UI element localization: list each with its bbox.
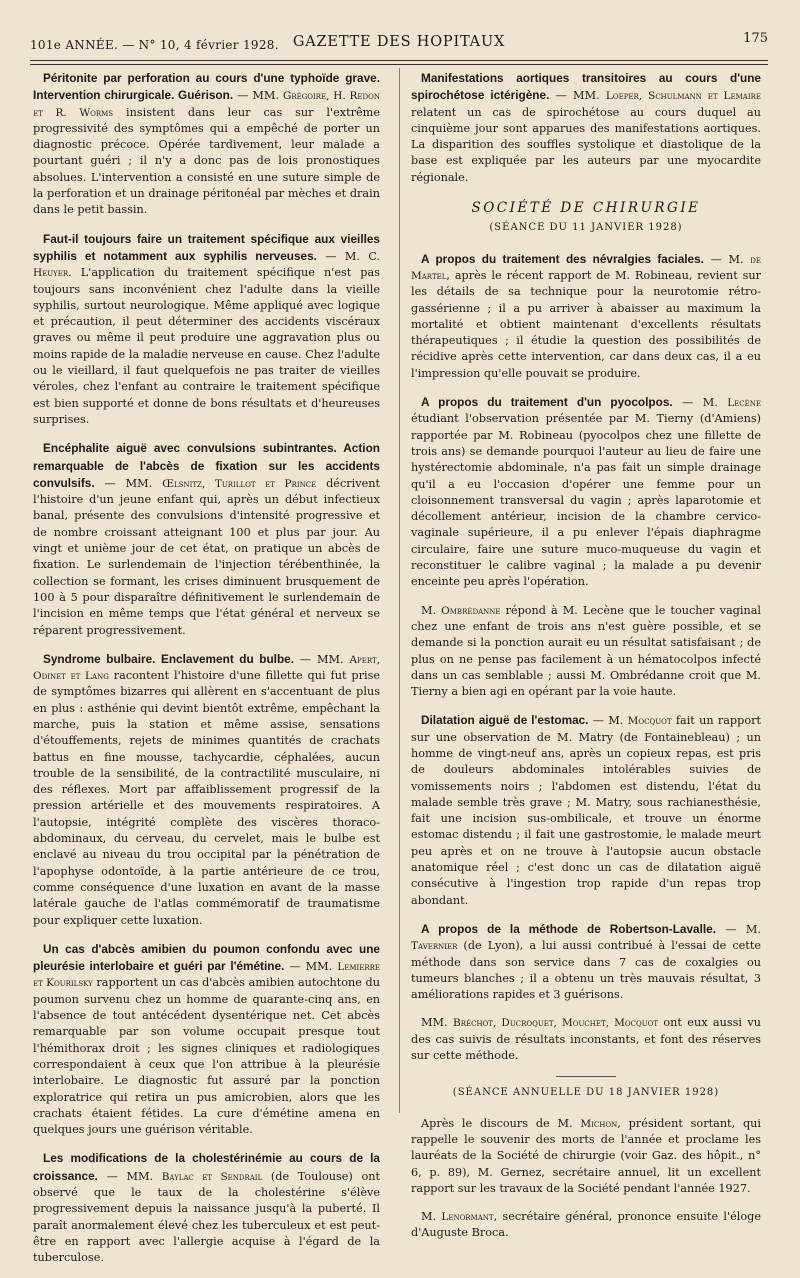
- article-authors: Ombrédanne: [441, 604, 501, 617]
- article-authors: Bréchot, Ducroquet, Mouchet, Mocquot: [453, 1017, 659, 1030]
- article-body: étudiant l'observation présentée par M. Tierny (d'Amiens) rapportée par M. Robineau (pyocolpos chez une fillette de trois ans) se demande pourquoi l'auteur au lieu de faire une hystérectomie abdominale, n'a pas fait un simple drainage qu'il a eu l'occasion d'opérer une femme pour un cloisonnement transversal du vagin ; après laparotomie et décollement antérieur, incision de la chambre cervico-vaginale supérieure, il a pu enlever l'épais diaphragme circulaire, faire une suture muco-muqueuse du vagin et reconstituer le calibre vaginal ; la malade a pu devenir enceinte peu après l'opération.: [411, 412, 761, 589]
- article-body: (de Lyon), a lui aussi contribué à l'essai de cette méthode dans son service dans 7 cas de coxalgies ou tumeurs blanches ; il a obtenu un très mauvais résultat, 3 améliorations rapides et 3 guérisons.: [411, 939, 761, 1002]
- article: [411, 921, 761, 1003]
- article: [411, 603, 761, 701]
- article-text: — M. C.: [316, 249, 381, 263]
- article-body: , président sortant, qui rappelle le souvenir des morts de l'année et proclame les lauréats de la Société de chirurgie (voir Gaz. des hôpit., n° 6, p. 89), M. Gernez, secrétaire annuel, lit un excellent rapport sur les travaux de la Société pendant l'année 1927.: [411, 1116, 762, 1195]
- article-authors: Lenormant: [441, 1211, 494, 1224]
- article-title: Les modifications de la cholestérinémie au cours de la croissance.: [33, 1151, 380, 1183]
- article-title: Faut-il toujours faire un traitement spécifique aux vieilles syphilis et notamment aux syphilis nerveuses.: [33, 231, 380, 263]
- article-authors: Tavernier: [411, 940, 458, 953]
- journal-title: GAZETTE DES HOPITAUX: [292, 34, 506, 50]
- article-text: — M.: [715, 922, 761, 936]
- article: [33, 231, 380, 429]
- article-title: Un cas d'abcès amibien du poumon confondu avec une pleurésie interlobaire et guéri par l'émétine.: [33, 941, 380, 974]
- article-text: — MM.: [294, 652, 350, 666]
- section-rule: [556, 1076, 616, 1077]
- article-authors: de Martel: [411, 253, 762, 282]
- article-body: . L'application du traitement spécifique n'est pas toujours sans inconvénient chez l'adulte dans la vieille syphilis, surtout neurologique. Même appliqué avec logique et précaution, il peut déterminer des accidents viscéraux graves ou même il peut produire une aggravation plus ou moins rapide de la maladie nerveuse en cause. Chez l'adulte ou le vieillard, il faut quelquefois ne pas traiter de vieilles véroles, chez l'enfant au contraire le traitement spécifique est bien supporté et donne de bons résultats et d'heureuses surprises.: [33, 266, 380, 426]
- article-authors: Loeper, Schulmann et Lemaire: [605, 90, 761, 103]
- article-body: relatent un cas de spirochétose au cours duquel au cinquième jour sont apparues des manifestations aortiques. La disparition des souffles systolique et diastolique de la base est expliquée par les auteurs par une myocardite régionale.: [411, 105, 761, 184]
- page-number: 175: [743, 31, 768, 46]
- society-reports: [411, 251, 761, 1065]
- article-authors: Apert, Odinet et Lang: [33, 653, 381, 683]
- article-body: , après le récent rapport de M. Robineau, revient sur les détails de sa technique pour la neurotomie rétro-gassérienne ; il a pu arriver à abaisser au maximum la mortalité et obtient maintenant d'excellents résultats thérapeutiques ; il étudie la question des possibilités de récidive après cette intervention, car dans deux cas, il a eu l'impression qu'elle pouvait se produire.: [411, 268, 761, 380]
- article-text: — MM.: [233, 89, 283, 103]
- article: [411, 1209, 761, 1242]
- article-authors: Lecène: [727, 397, 761, 410]
- article-title: Dilatation aiguë de l'estomac.: [421, 713, 589, 728]
- article-text: — M.: [588, 714, 628, 728]
- article-text: — M.: [672, 396, 728, 410]
- article: [33, 1150, 380, 1266]
- seance-date: (SÉANCE DU 11 JANVIER 1928): [489, 222, 683, 234]
- article-body: , secrétaire général, prononce ensuite l'éloge d'Auguste Broca.: [411, 1210, 761, 1240]
- article-title: A propos du traitement d'un pyocolpos.: [421, 395, 673, 410]
- article-authors: Michon: [580, 1117, 618, 1130]
- header-rule-bottom: [30, 64, 768, 65]
- article: [33, 70, 380, 219]
- article-authors: Œlsnitz, Turillot et Prince: [162, 477, 317, 490]
- article-text: — M.: [703, 252, 751, 266]
- article: [411, 1015, 761, 1064]
- article-authors: Grégoire, H. Redon et R. Worms: [33, 90, 381, 119]
- right-column: [411, 70, 761, 1254]
- article-title: Manifestations aortiques transitoires au cours d'une spirochétose ictérigène.: [411, 71, 761, 103]
- article-text: — MM.: [94, 476, 163, 490]
- article-text: — MM.: [284, 960, 338, 974]
- article-body: fait un rapport sur une observation de M. Matry (de Fontainebleau) ; un homme de vingt-neuf ans, après un copieux repas, est pris de douleurs abdominales intolérables suivies de vomissements noirs ; l'abdomen est distendu, l'état du malade semble très grave ; M. Matry, sous rachianesthésie, fait une incision sus-ombilicale, et trouve un énorme estomac distendu ; il fait une gastrostomie, le malade meurt peu après et on ne trouve à l'autopsie aucun obstacle anatomique réel ; c'est donc un cas de dilatation aiguë consécutive à l'ingestion trop rapide d'un repas trop abondant.: [411, 714, 761, 907]
- article-authors: Mocquot: [627, 715, 672, 728]
- column-divider: [399, 68, 400, 1113]
- article-body: ont eux aussi vu des cas suivis de résultats inconstants, et font des réserves sur cette méthode.: [411, 1016, 761, 1063]
- article-body: répond à M. Lecène que le toucher vaginal chez une enfant de trois ans n'est guère possible, et se demande si la ponction aurait eu un résultat satisfaisant ; de plus on ne pense pas facilement à un hématocolpos infecté dans un cas semblable ; aussi M. Ombrédanne croit que M. Tierny a bien agi en opérant par la voie haute.: [411, 603, 762, 699]
- left-column: [33, 70, 380, 1278]
- article-body: rapportent un cas d'abcès amibien autochtone du poumon survenu chez un homme de quarante-cinq ans, en l'absence de tout antécédent dysentérique net. Cet abcès remarquable par son volume occupait presque tout l'hémithorax droit ; les signes cliniques et radiologiques correspondaient à ceux que l'on attribue à la pleurésie interlobaire. Le diagnostic fut assuré par la ponction exploratrice qui retira un pus amicrobien, alors que les crachats étaient fétides. La cure d'émétine amena en quelques jours une guérison véritable.: [33, 976, 380, 1137]
- article-text: Après le discours de M.: [421, 1116, 581, 1130]
- issue-line: 101e ANNÉE. — N° 10, 4 février 1928.: [30, 38, 279, 52]
- page-header: [30, 28, 768, 56]
- article-title: A propos du traitement des névralgies faciales.: [421, 251, 704, 266]
- article-text: — MM.: [549, 89, 606, 103]
- article: [33, 941, 380, 1139]
- article-text: MM.: [421, 1016, 453, 1030]
- header-rule-top: [30, 60, 768, 61]
- article-title: Péritonite par perforation au cours d'une typhoïde grave. Intervention chirurgicale. Guérison.: [33, 71, 380, 103]
- article-text: M.: [421, 1210, 442, 1224]
- article: [33, 440, 380, 639]
- annual-reports: [411, 1116, 761, 1242]
- article-text: — MM.: [97, 1169, 162, 1183]
- article-title: Encéphalite aiguë avec convulsions subintrantes. Action remarquable de l'abcès de fixation sur les accidents convulsifs.: [33, 441, 380, 490]
- article-body: racontent l'histoire d'une fillette qui fut prise de symptômes bizarres qui allèrent en s'accentuant de plus en plus : asthénie qui devint bientôt extrême, empêchant la marche, puis la station et même assise, sensations d'étouffements, rejets de minimes quantités de crachats battus en fine mousse, tachycardie, céphalées, aucun trouble de la sensibilité, de la contractilité musculaire, ni des réflexes. Mort par affaiblissement progressif de la pression artérielle et des mouvements respiratoires. A l'autopsie, intégrité complète des viscères thoraco-abdominaux, du cerveau, du cervelet, mais le bulbe est enclavé au niveau du trou occipital par la pénétration de l'apophyse odontoïde, à la partie antérieure de ce trou, comme conséquence d'une luxation en avant de la masse latérale gauche de l'atlas commémoratif de traumatisme pour expliquer cette luxation.: [33, 669, 381, 927]
- article-title: A propos de la méthode de Robertson-Lavalle.: [421, 921, 716, 936]
- article-title: Syndrome bulbaire. Enclavement du bulbe.: [43, 651, 295, 666]
- article-authors: Lemierre et Kourilsky: [33, 961, 381, 990]
- society-heading: SOCIÉTÉ DE CHIRURGIE: [471, 200, 701, 217]
- article-authors: Heuyer: [33, 267, 69, 280]
- article: [411, 251, 761, 382]
- seance-annual-date: (SÉANCE ANNUELLE DU 18 JANVIER 1928): [452, 1087, 720, 1099]
- article: [33, 651, 380, 929]
- article: [411, 1116, 761, 1197]
- article-body: (de Toulouse) ont observé que le taux de la cholestérine s'élève progressivement depuis la naissance jusqu'à la puberté. Il paraît anormalement élevé chez les tuberculeux et est peut-être en rapport avec l'allergie acquise à l'égard de la tuberculose.: [33, 1169, 380, 1265]
- article-body: insistent dans leur cas sur l'extrême progressivité des symptômes qui a empêché de porter un diagnostic précoce. Opérée tardivement, leur malade a pourtant guéri ; il n'y a donc pas de lois pronostiques absolues. L'intervention a consisté en une suture simple de la perforation et un drainage péritonéal par mèches et drain dans le petit bassin.: [33, 105, 380, 217]
- article-body: décrivent l'histoire d'un jeune enfant qui, après un début infectieux banal, présente des convulsions d'intensité progressive et de nombre croissant atteignant 100 et plus par jour. Au vingt et unième jour de cet état, on pratique un abcès de fixation. Le surlendemain de l'injection térébenthinée, la collection se formant, les crises diminuent brusquement de 100 à 5 pour disparaître définitivement le surlendemain de l'incision en même temps que l'état général et nerveux se réparent progressivement.: [33, 476, 380, 637]
- article-authors: Baylac et Sendrail: [161, 1170, 263, 1183]
- article-text: M.: [421, 603, 442, 617]
- article: [411, 394, 761, 591]
- article: [411, 70, 761, 186]
- article: [411, 712, 761, 909]
